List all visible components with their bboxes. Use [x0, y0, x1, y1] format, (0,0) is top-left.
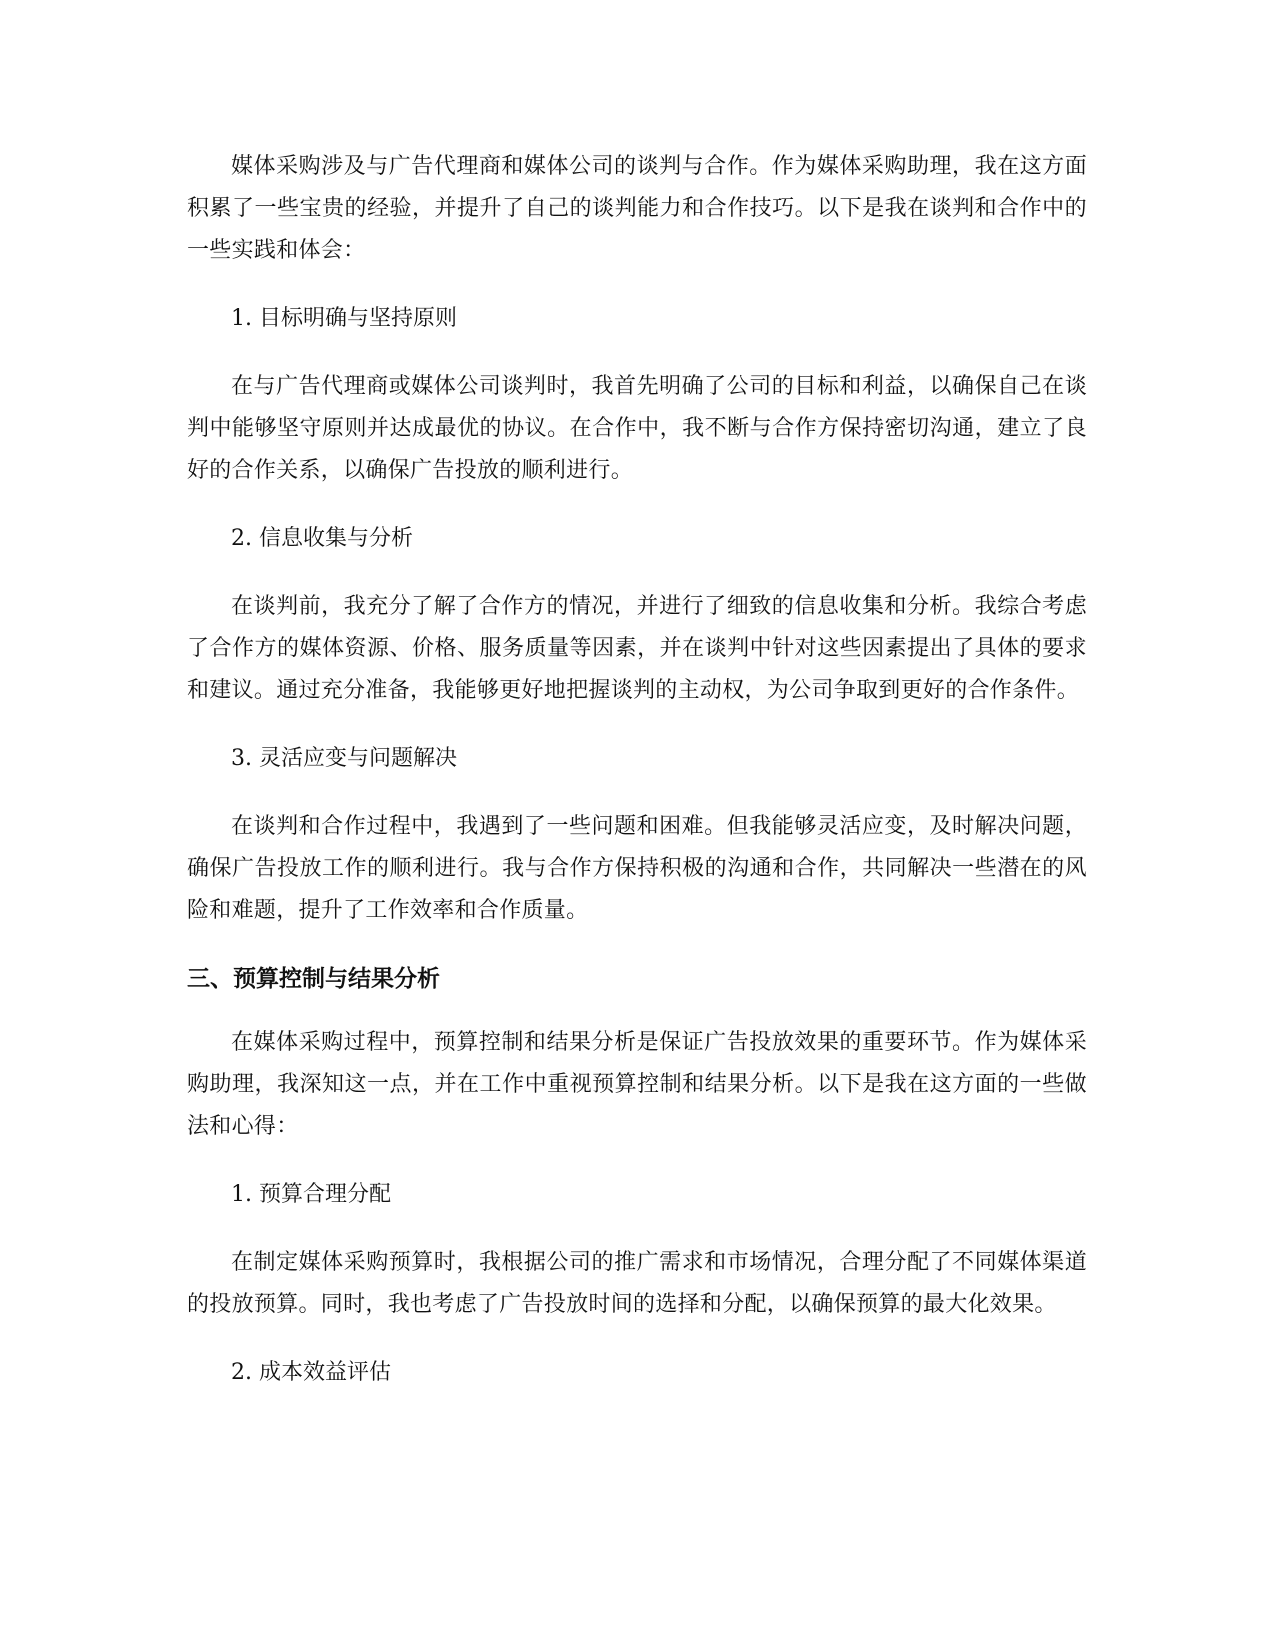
item-budget-allocation: 1. 预算合理分配: [231, 1182, 391, 1207]
document-body: [187, 146, 1087, 1420]
section-heading-budget: 三、预算控制与结果分析: [187, 966, 440, 992]
item-info-collection: 2. 信息收集与分析: [231, 526, 413, 551]
paragraph-intro-negotiation: 媒体采购涉及与广告代理商和媒体公司的谈判与合作。作为媒体采购助理，我在这方面积累了一些宝贵的经验，并提升了自己的谈判能力和合作技巧。以下是我在谈判和合作中的一些实践和体会：: [187, 154, 1087, 263]
paragraph-flexibility: 在谈判和合作过程中，我遇到了一些问题和困难。但我能够灵活应变，及时解决问题，确保广告投放工作的顺利进行。我与合作方保持积极的沟通和合作，共同解决一些潜在的风险和难题，提升了工作效率和合作质量。: [187, 814, 1087, 923]
paragraph-goal-principle: 在与广告代理商或媒体公司谈判时，我首先明确了公司的目标和利益，以确保自己在谈判中能够坚守原则并达成最优的协议。在合作中，我不断与合作方保持密切沟通，建立了良好的合作关系，以确保广告投放的顺利进行。: [187, 374, 1087, 483]
item-flexibility: 3. 灵活应变与问题解决: [231, 746, 457, 771]
paragraph-budget-allocation: 在制定媒体采购预算时，我根据公司的推广需求和市场情况，合理分配了不同媒体渠道的投放预算。同时，我也考虑了广告投放时间的选择和分配，以确保预算的最大化效果。: [187, 1250, 1087, 1317]
paragraph-info-collection: 在谈判前，我充分了解了合作方的情况，并进行了细致的信息收集和分析。我综合考虑了合作方的媒体资源、价格、服务质量等因素，并在谈判中针对这些因素提出了具体的要求和建议。通过充分准备，我能够更好地把握谈判的主动权，为公司争取到更好的合作条件。: [187, 594, 1087, 703]
item-goal-principle: 1. 目标明确与坚持原则: [231, 306, 457, 331]
item-cost-benefit: 2. 成本效益评估: [231, 1360, 391, 1385]
paragraph-intro-budget: 在媒体采购过程中，预算控制和结果分析是保证广告投放效果的重要环节。作为媒体采购助理，我深知这一点，并在工作中重视预算控制和结果分析。以下是我在这方面的一些做法和心得：: [187, 1030, 1087, 1139]
